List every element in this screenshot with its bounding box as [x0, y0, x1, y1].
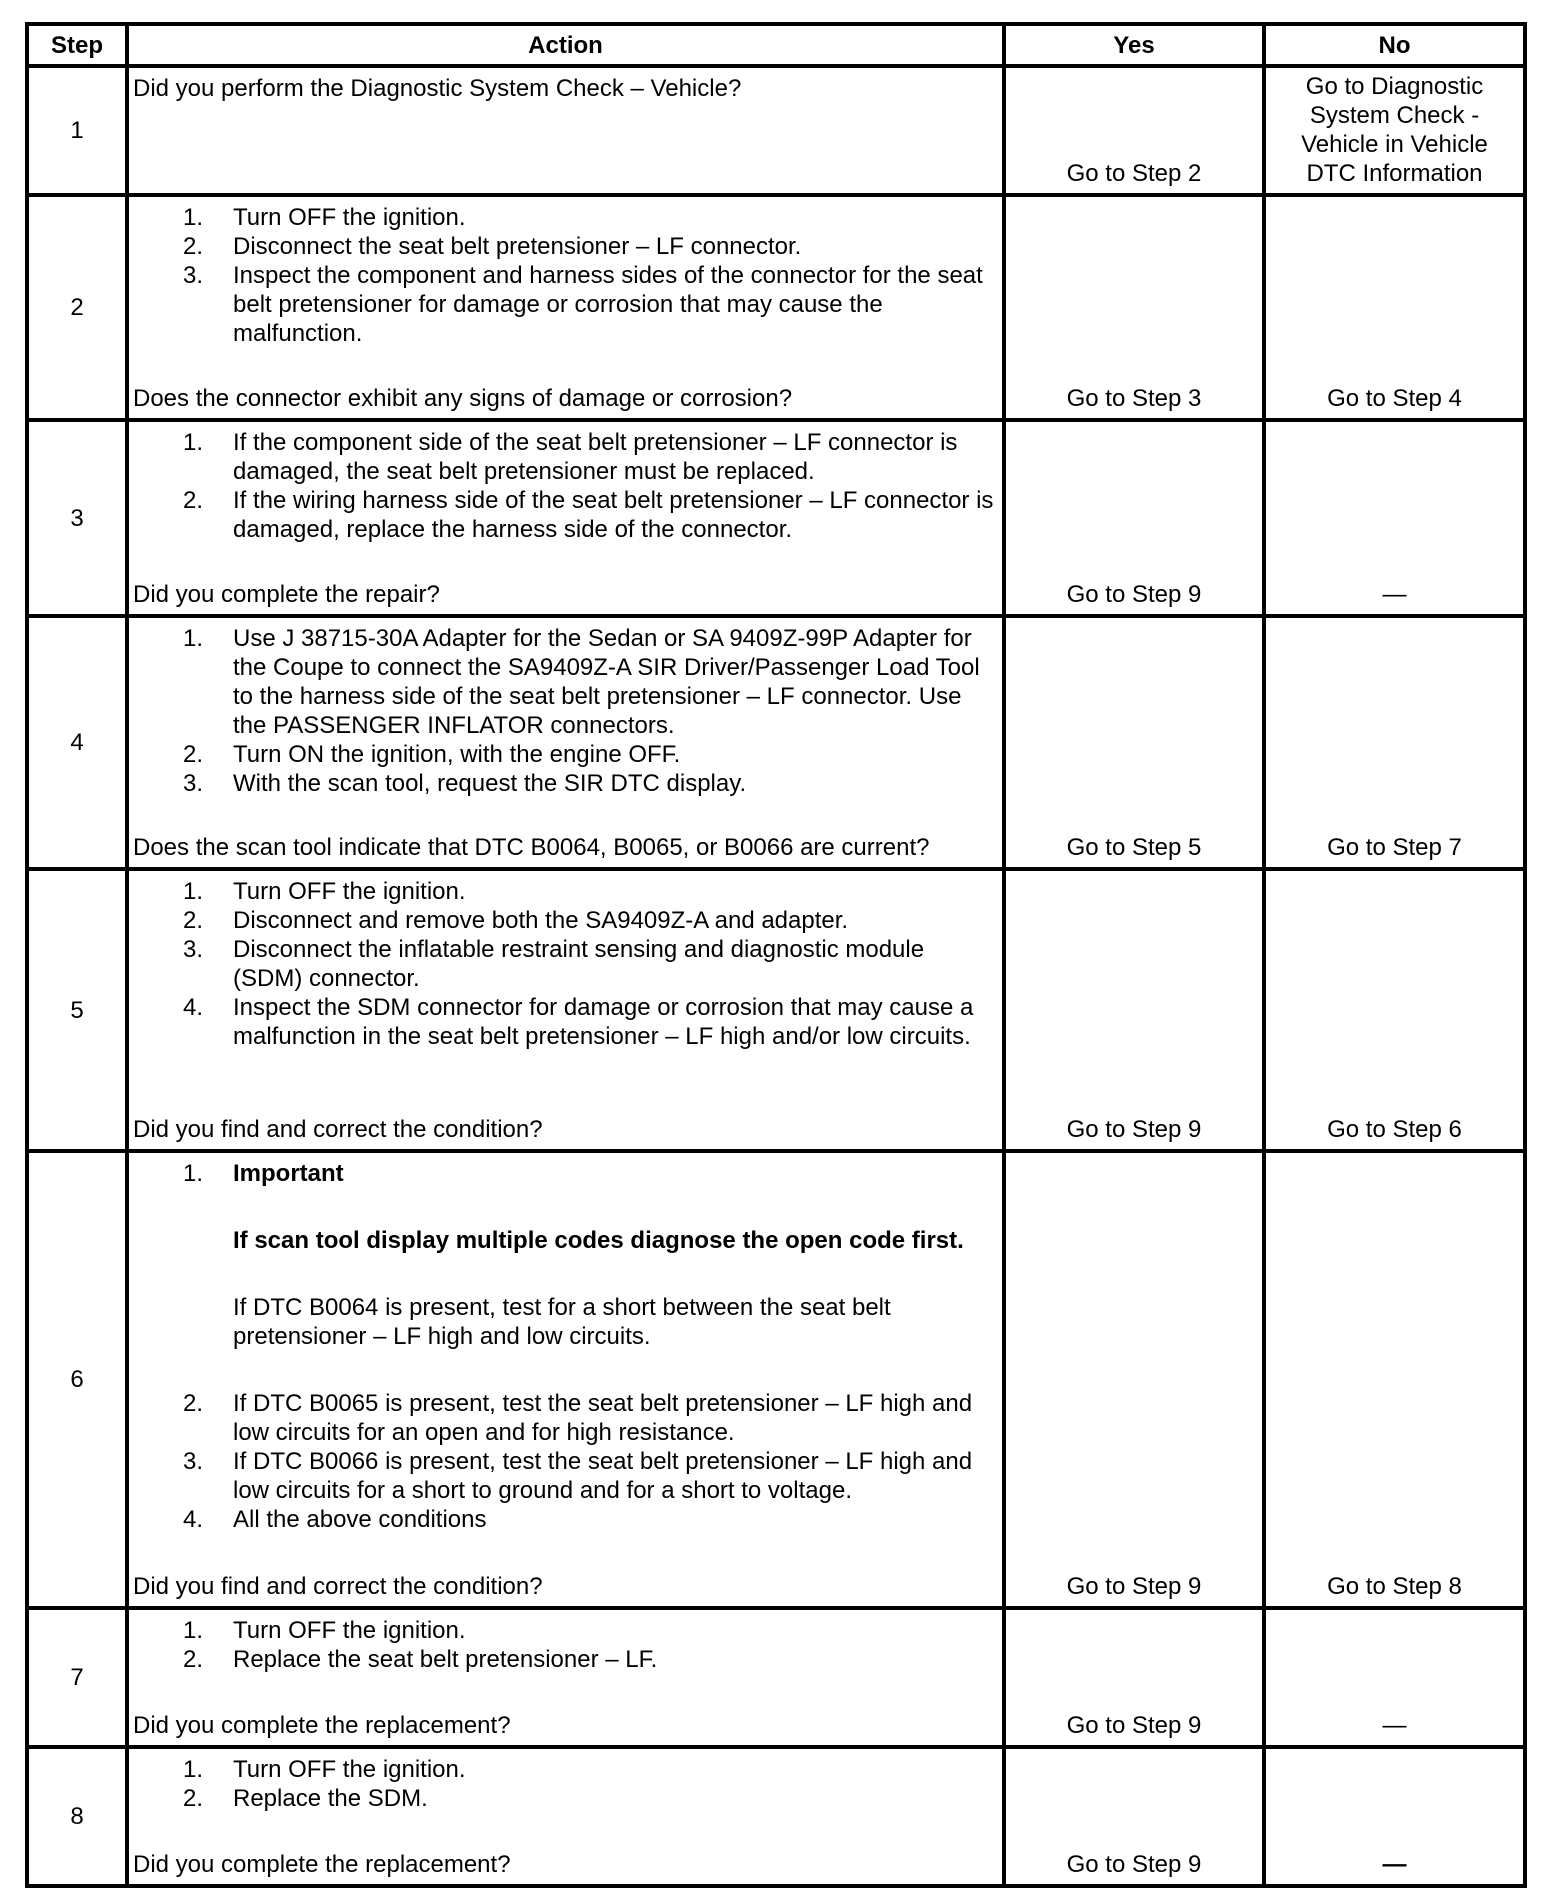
action-step: 3. Disconnect the inflatable restraint sensing and diagnostic module (SDM) connector.: [182, 936, 925, 992]
action-step: 2. Replace the seat belt pretensioner – LF.: [182, 1646, 658, 1673]
action-question: Did you find and correct the condition?: [133, 1116, 543, 1143]
yes-cell: Go to Step 9: [1004, 420, 1264, 616]
no-cell: —: [1264, 420, 1525, 616]
action-steps: [133, 877, 1000, 1051]
diagnostic-table: [25, 22, 1527, 1888]
action-steps: [133, 1616, 1000, 1674]
action-question: Did you perform the Diagnostic System Check – Vehicle?: [133, 75, 742, 102]
important-label: Important: [233, 1160, 344, 1187]
action-cell: [127, 1608, 1004, 1747]
action-step: 1. If the component side of the seat belt pretensioner – LF connector is damaged, the seat belt pretensioner must be replaced.: [182, 429, 958, 485]
step-number: 8: [27, 1747, 127, 1886]
action-question: Did you complete the replacement?: [133, 1851, 511, 1878]
diagnostic-table-sheet: [25, 22, 1523, 1879]
step-number: 1: [27, 66, 127, 195]
action-steps: [133, 1159, 1000, 1534]
action-step: 2. If the wiring harness side of the seat belt pretensioner – LF connector is damaged, replace the harness side of the connector.: [182, 487, 994, 543]
action-step: 3. With the scan tool, request the SIR DTC display.: [182, 770, 747, 797]
action-step: 1. Use J 38715-30A Adapter for the Sedan or SA 9409Z-99P Adapter for the Coupe to connect the SA9409Z-A SIR Driver/Passenger Load Tool to the harness side of the seat belt pretensioner – LF connector. Use the PASSENGER INFLATOR connectors.: [182, 625, 980, 739]
no-cell: Go to Step 7: [1264, 616, 1525, 869]
action-steps: [133, 1755, 1000, 1813]
action-steps: [133, 428, 1000, 544]
action-cell: [127, 869, 1004, 1151]
action-step: 4. Inspect the SDM connector for damage or corrosion that may cause a malfunction in the seat belt pretensioner – LF high and/or low circuits.: [182, 994, 974, 1050]
table-row: [27, 616, 1525, 869]
no-cell: Go to Step 6: [1264, 869, 1525, 1151]
action-cell: [127, 420, 1004, 616]
action-step: 1. Turn OFF the ignition.: [182, 1756, 466, 1783]
action-step: 1. Turn OFF the ignition.: [182, 1617, 466, 1644]
action-cell: [127, 1151, 1004, 1608]
yes-cell: Go to Step 9: [1004, 1747, 1264, 1886]
header-yes: Yes: [1004, 24, 1264, 66]
action-step: 3. Inspect the component and harness sides of the connector for the seat belt pretensioner for damage or corrosion that may cause the malfunction.: [182, 262, 983, 347]
yes-cell: Go to Step 5: [1004, 616, 1264, 869]
no-cell: Go to Step 4: [1264, 195, 1525, 420]
table-row: [27, 1747, 1525, 1886]
action-cell: [127, 66, 1004, 195]
yes-cell: Go to Step 9: [1004, 1608, 1264, 1747]
action-question: Does the scan tool indicate that DTC B0064, B0065, or B0066 are current?: [133, 834, 930, 861]
step-number: 3: [27, 420, 127, 616]
action-question: Does the connector exhibit any signs of damage or corrosion?: [133, 385, 793, 412]
action-cell: [127, 616, 1004, 869]
table-row: [27, 869, 1525, 1151]
action-step: 3. If DTC B0066 is present, test the seat belt pretensioner – LF high and low circuits for a short to ground and for a short to voltage.: [182, 1448, 973, 1504]
action-step: 2. Disconnect the seat belt pretensioner – LF connector.: [182, 233, 802, 260]
yes-cell: Go to Step 2: [1004, 66, 1264, 195]
action-cell: [127, 1747, 1004, 1886]
action-step: 1. Turn OFF the ignition.: [182, 878, 466, 905]
action-step: 1. Turn OFF the ignition.: [182, 204, 466, 231]
no-cell: —: [1264, 1608, 1525, 1747]
action-step: 2. Disconnect and remove both the SA9409Z-A and adapter.: [182, 907, 849, 934]
header-step: Step: [27, 24, 127, 66]
no-cell: Go to Diagnostic System Check - Vehicle in Vehicle DTC Information: [1264, 66, 1525, 195]
action-steps: [133, 624, 1000, 798]
action-cell: [127, 195, 1004, 420]
table-row: [27, 1608, 1525, 1747]
header-row: [27, 24, 1525, 66]
important-step-text: If DTC B0064 is present, test for a short between the seat belt pretensioner – LF high and low circuits.: [233, 1294, 891, 1350]
table-row: [27, 195, 1525, 420]
important-text: If scan tool display multiple codes diagnose the open code first.: [233, 1227, 964, 1254]
step-number: 7: [27, 1608, 127, 1747]
action-steps: [133, 203, 1000, 348]
header-no: No: [1264, 24, 1525, 66]
action-step: 1. Important If scan tool display multiple codes diagnose the open code first. If DTC B0064 is present, test for a short between the seat belt pretensioner – LF high and low circuits.: [133, 1159, 1000, 1389]
no-cell: Go to Step 8: [1264, 1151, 1525, 1608]
yes-cell: Go to Step 9: [1004, 1151, 1264, 1608]
no-cell: —: [1264, 1747, 1525, 1886]
action-step: 2. Turn ON the ignition, with the engine OFF.: [182, 741, 681, 768]
step-number: 5: [27, 869, 127, 1151]
table-row: [27, 420, 1525, 616]
action-question: Did you complete the repair?: [133, 581, 440, 608]
action-step: 4. All the above conditions: [182, 1506, 487, 1533]
action-step: 2. Replace the SDM.: [182, 1785, 428, 1812]
step-number: 2: [27, 195, 127, 420]
table-row: [27, 1151, 1525, 1608]
table-row: [27, 66, 1525, 195]
action-step: 2. If DTC B0065 is present, test the seat belt pretensioner – LF high and low circuits for an open and for high resistance.: [182, 1390, 973, 1446]
action-question: Did you complete the replacement?: [133, 1712, 511, 1739]
step-number: 4: [27, 616, 127, 869]
action-question: Did you find and correct the condition?: [133, 1573, 543, 1600]
header-action: Action: [127, 24, 1004, 66]
yes-cell: Go to Step 9: [1004, 869, 1264, 1151]
step-number: 6: [27, 1151, 127, 1608]
yes-cell: Go to Step 3: [1004, 195, 1264, 420]
